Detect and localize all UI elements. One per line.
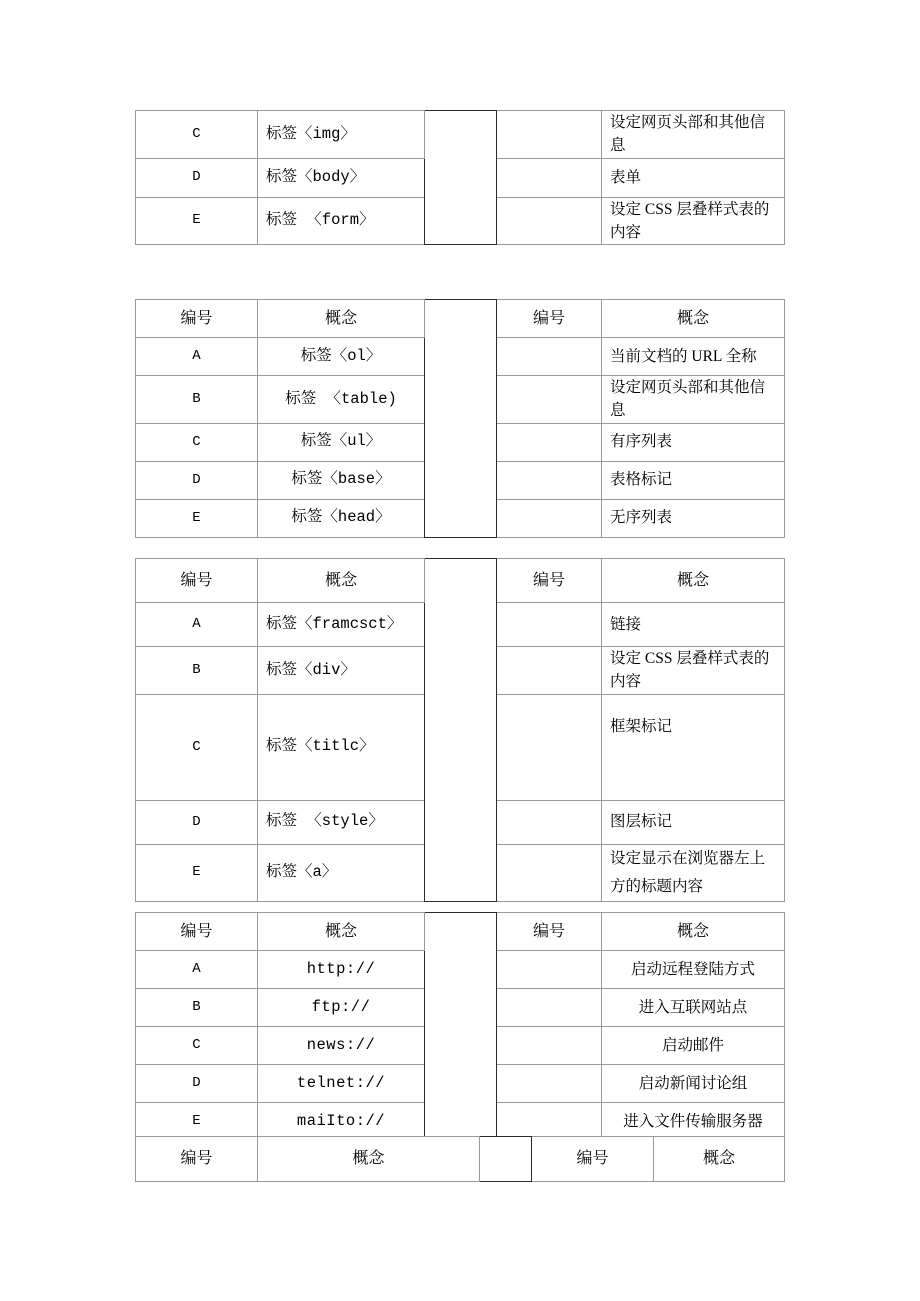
left-id-cell: A: [136, 338, 258, 376]
right-id-header: 编号: [497, 300, 602, 338]
left-concept-header: 概念: [258, 913, 425, 951]
right-concept-cell: 进入文件传输服务器: [602, 1103, 785, 1141]
right-concept-header: 概念: [602, 559, 785, 603]
table-row: [136, 111, 785, 159]
right-concept-header: 概念: [602, 913, 785, 951]
left-concept-cell: 标签〈titlc〉: [258, 694, 425, 800]
left-id-cell: E: [136, 197, 258, 245]
matching-table-html-tags-continued: [135, 110, 785, 245]
left-id-header: 编号: [136, 300, 258, 338]
table-header-row: [136, 300, 785, 338]
right-concept-cell: 设定 CSS 层叠样式表的内容: [602, 647, 785, 695]
left-concept-cell: 标签 〈form〉: [258, 197, 425, 245]
right-concept-cell: 设定 CSS 层叠样式表的内容: [602, 197, 785, 245]
left-id-cell: C: [136, 423, 258, 461]
right-concept-cell: 设定显示在浏览器左上方的标题内容: [602, 844, 785, 901]
left-id-header: 编号: [136, 1137, 258, 1182]
right-concept-cell: 框架标记: [602, 694, 785, 800]
left-concept-cell: 标签〈body〉: [258, 158, 425, 197]
left-concept-cell: 标签〈framcsct〉: [258, 603, 425, 647]
left-id-cell: B: [136, 989, 258, 1027]
right-concept-cell: 图层标记: [602, 800, 785, 844]
left-id-cell: D: [136, 800, 258, 844]
left-id-cell: E: [136, 499, 258, 537]
table-header-row: [136, 913, 785, 951]
right-id-cell: [497, 338, 602, 376]
spacer-column: [425, 559, 497, 902]
right-concept-cell: 无序列表: [602, 499, 785, 537]
left-concept-header: 概念: [258, 559, 425, 603]
left-id-cell: A: [136, 951, 258, 989]
right-concept-cell: 启动远程登陆方式: [602, 951, 785, 989]
spacer-column: [425, 913, 497, 1141]
left-concept-header: 概念: [258, 300, 425, 338]
left-concept-cell: 标签〈ol〉: [258, 338, 425, 376]
right-id-header: 编号: [532, 1137, 654, 1182]
left-id-header: 编号: [136, 559, 258, 603]
right-id-cell: [497, 158, 602, 197]
left-concept-cell: http://: [258, 951, 425, 989]
right-concept-cell: 启动新闻讨论组: [602, 1065, 785, 1103]
right-concept-cell: 当前文档的 URL 全称: [602, 338, 785, 376]
left-concept-cell: 标签 〈style〉: [258, 800, 425, 844]
right-concept-header: 概念: [654, 1137, 785, 1182]
left-id-cell: E: [136, 1103, 258, 1141]
right-concept-cell: 链接: [602, 603, 785, 647]
left-concept-cell: news://: [258, 1027, 425, 1065]
right-id-cell: [497, 423, 602, 461]
matching-table-next-partial-header: [135, 1136, 785, 1182]
right-id-cell: [497, 499, 602, 537]
left-concept-cell: 标签〈base〉: [258, 461, 425, 499]
right-id-header: 编号: [497, 913, 602, 951]
right-id-cell: [497, 461, 602, 499]
right-concept-cell: 表格标记: [602, 461, 785, 499]
right-concept-cell: 设定网页头部和其他信息: [602, 111, 785, 159]
right-id-cell: [497, 800, 602, 844]
left-id-cell: E: [136, 844, 258, 901]
right-id-cell: [497, 844, 602, 901]
right-id-cell: [497, 951, 602, 989]
right-id-cell: [497, 989, 602, 1027]
left-id-cell: D: [136, 1065, 258, 1103]
table-header-row: [136, 559, 785, 603]
right-id-cell: [497, 603, 602, 647]
left-concept-cell: maiIto://: [258, 1103, 425, 1141]
spacer-column: [480, 1137, 532, 1182]
right-concept-header: 概念: [602, 300, 785, 338]
matching-table-layout-tags: [135, 558, 785, 902]
left-id-cell: C: [136, 111, 258, 159]
left-id-cell: D: [136, 461, 258, 499]
left-id-header: 编号: [136, 913, 258, 951]
left-concept-cell: 标签〈head〉: [258, 499, 425, 537]
right-concept-cell: 设定网页头部和其他信息: [602, 376, 785, 424]
left-concept-cell: 标签 〈table): [258, 376, 425, 424]
left-concept-cell: 标签〈ul〉: [258, 423, 425, 461]
right-id-cell: [497, 376, 602, 424]
right-id-header: 编号: [497, 559, 602, 603]
matching-table-list-and-structure-tags: [135, 299, 785, 538]
right-concept-cell: 启动邮件: [602, 1027, 785, 1065]
left-id-cell: C: [136, 1027, 258, 1065]
left-concept-cell: telnet://: [258, 1065, 425, 1103]
left-concept-cell: 标签〈img〉: [258, 111, 425, 159]
left-concept-cell: ftp://: [258, 989, 425, 1027]
left-id-cell: B: [136, 647, 258, 695]
left-id-cell: A: [136, 603, 258, 647]
left-concept-cell: 标签〈div〉: [258, 647, 425, 695]
right-id-cell: [497, 1027, 602, 1065]
right-concept-cell: 表单: [602, 158, 785, 197]
right-id-cell: [497, 1065, 602, 1103]
left-id-cell: B: [136, 376, 258, 424]
matching-table-url-protocols: [135, 912, 785, 1141]
right-id-cell: [497, 197, 602, 245]
left-concept-header: 概念: [258, 1137, 480, 1182]
right-id-cell: [497, 647, 602, 695]
right-id-cell: [497, 111, 602, 159]
left-concept-cell: 标签〈a〉: [258, 844, 425, 901]
spacer-column: [425, 300, 497, 538]
left-id-cell: C: [136, 694, 258, 800]
right-concept-cell: 有序列表: [602, 423, 785, 461]
table-header-row: [136, 1137, 785, 1182]
left-id-cell: D: [136, 158, 258, 197]
right-id-cell: [497, 694, 602, 800]
right-concept-cell: 进入互联网站点: [602, 989, 785, 1027]
right-id-cell: [497, 1103, 602, 1141]
spacer-column: [425, 111, 497, 245]
